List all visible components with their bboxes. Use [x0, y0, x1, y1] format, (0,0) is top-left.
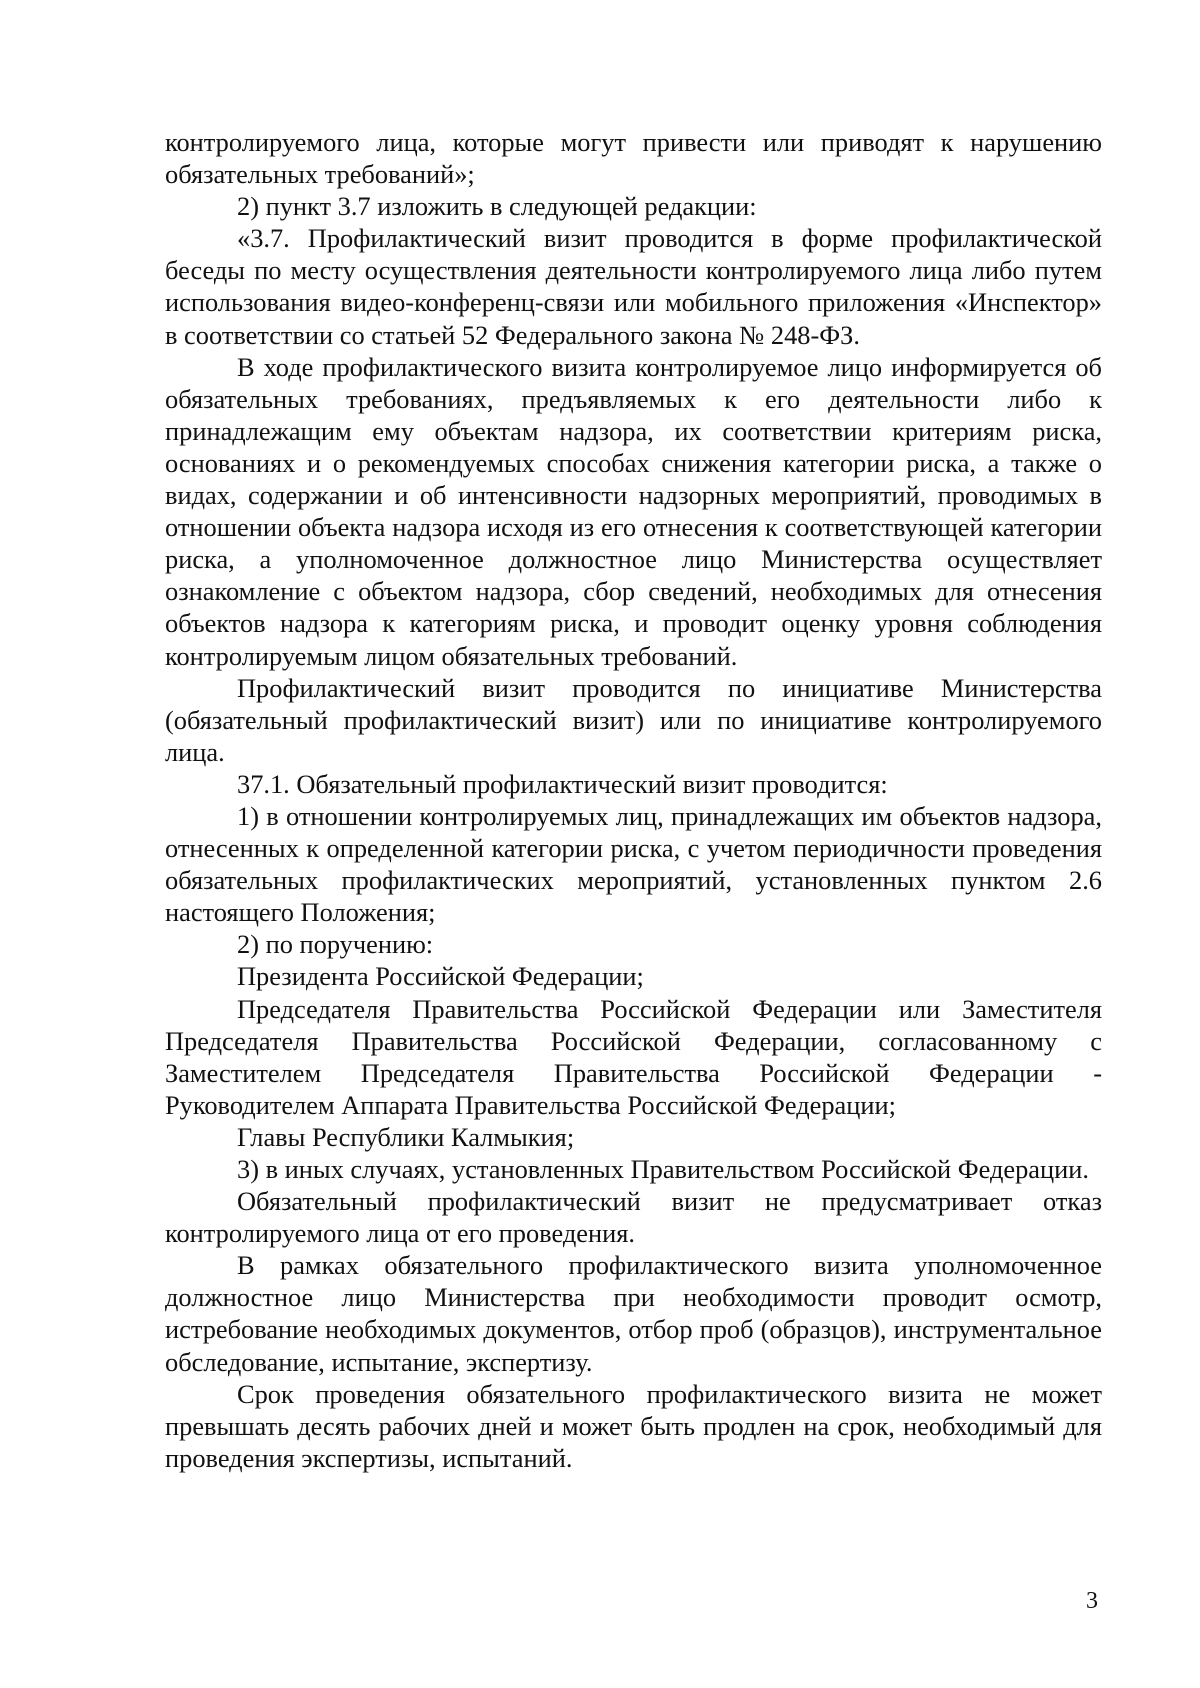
paragraph: 1) в отношении контролируемых лиц, принадлежащих им объектов надзора, отнесенных к определенной категории риска, с учетом периодичности проведения обязательных профилактических мероприятий, установленных пунктом 2.6 настоящего Положения; [165, 800, 1102, 928]
paragraph: Председателя Правительства Российской Федерации или Заместителя Председателя Правительства Российской Федерации, согласованному с Заместителем Председателя Правительства Российской Федерации - Руководителем Аппарата Правительства Российской Федерации; [165, 993, 1102, 1120]
paragraph: Профилактический визит проводится по инициативе Министерства (обязательный профилактический визит) или по инициативе контролируемого лица. [165, 672, 1102, 767]
paragraph: В рамках обязательного профилактического визита уполномоченное должностное лицо Министерства при необходимости проводит осмотр, истребование необходимых документов, отбор проб (образцов), инструментальное обследование, испытание, экспертизу. [165, 1250, 1102, 1377]
paragraph: Президента Российской Федерации; [237, 961, 644, 992]
paragraph: 37.1. Обязательный профилактический визит проводится: [237, 768, 888, 799]
paragraph: Срок проведения обязательного профилактического визита не может превышать десять рабочих дней и может быть продлен на срок, необходимый для проведения экспертизы, испытаний. [165, 1378, 1102, 1473]
paragraph: 2) пункт 3.7 изложить в следующей редакции: [237, 191, 757, 222]
paragraph: 3) в иных случаях, установленных Правительством Российской Федерации. [237, 1154, 1089, 1184]
paragraph: В ходе профилактического визита контролируемое лицо информируется об обязательных требованиях, предъявляемых к его деятельности либо к принадлежащим ему объектам надзора, их соответствии критериям риска, основаниях и о рекомендуемых способах снижения категории риска, а также о видах, содержании и об интенсивности надзорных мероприятий, проводимых в отношении объекта надзора исходя из его отнесения к соответствующей категории риска, а уполномоченное должностное лицо Министерства осуществляет ознакомление с объектом надзора, сбор сведений, необходимых для отнесения объектов надзора к категориям риска, и проводит оценку уровня соблюдения контролируемым лицом обязательных требований. [165, 351, 1102, 671]
page-number: 3 [1086, 1588, 1098, 1614]
paragraph: Обязательный профилактический визит не предусматривает отказ контролируемого лица от его проведения. [165, 1186, 1102, 1249]
paragraph: «3.7. Профилактический визит проводится в форме профилактической беседы по месту осуществления деятельности контролируемого лица либо путем использования видео-конференц-связи или мобильного приложения «Инспектор» в соответствии со статьей 52 Федерального закона № 248-ФЗ. [165, 223, 1102, 350]
document-body [165, 126, 1102, 1474]
paragraph: контролируемого лица, которые могут привести или приводят к нарушению обязательных требований»; [165, 127, 1102, 190]
paragraph: Главы Республики Калмыкия; [237, 1121, 575, 1152]
paragraph: 2) по поручению: [237, 929, 434, 960]
